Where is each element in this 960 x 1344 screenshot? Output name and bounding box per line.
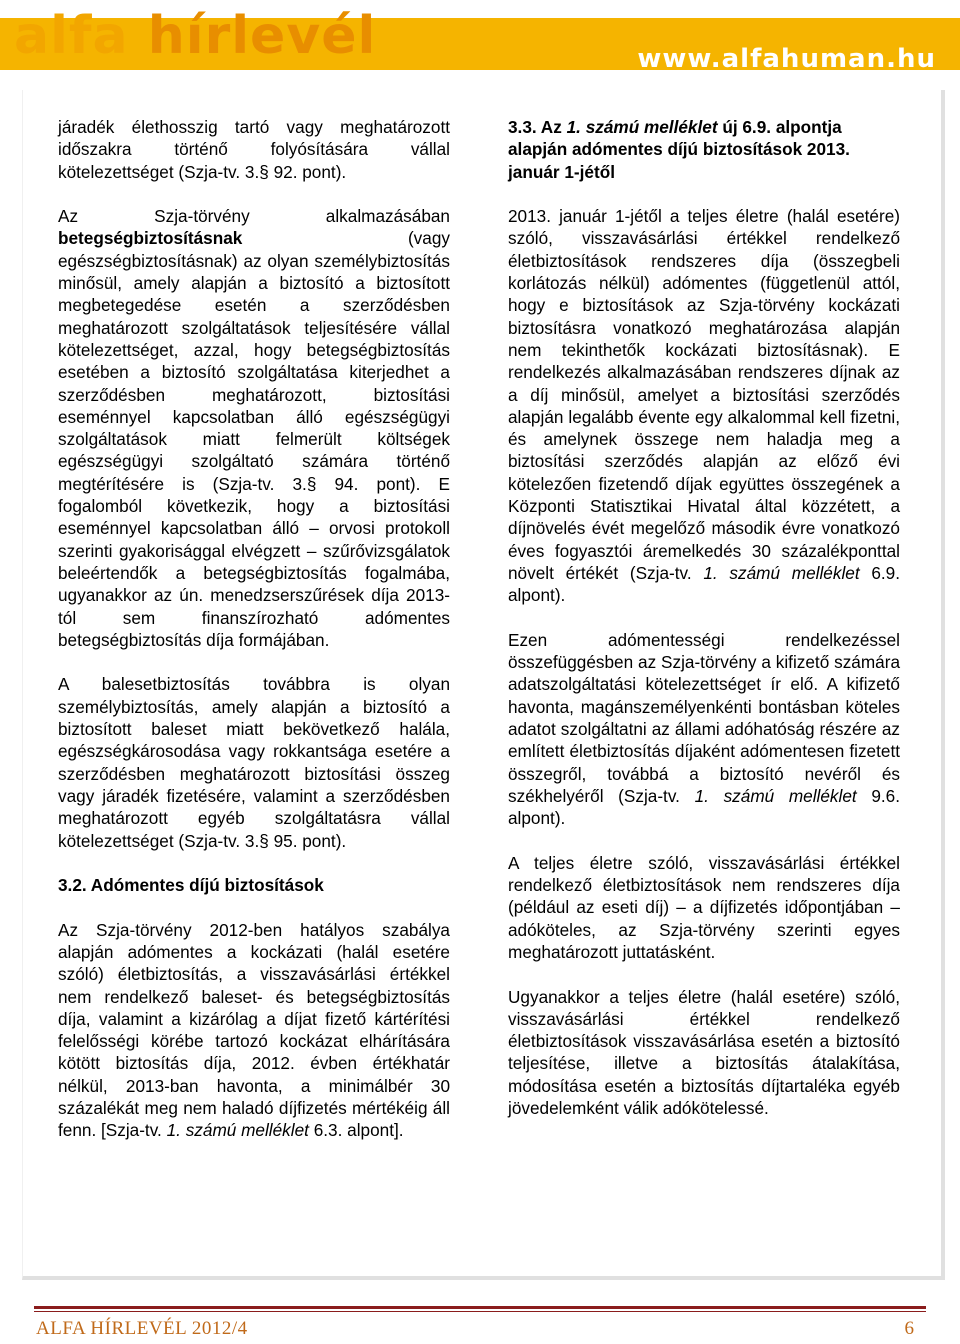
- paragraph-accident-insurance: A balesetbiztosítás továbbra is olyan személybiztosítás, amely alapján a biztosító a biztosított baleset miatt bekövetkező halála, egészségkárosodása vagy rokkantsága esetére a szerződésben meghatározott biztosítási összeg vagy járadék fizetésére, valamint a szerződésben meghatározott egyéb szolgáltatásra vállal kötelezettséget (Szja-tv. 3.§ 95. pont).: [58, 674, 450, 851]
- site-url[interactable]: www.alfahuman.hu: [637, 44, 936, 74]
- footer-issue-label: ALFA HÍRLEVÉL 2012/4: [36, 1318, 248, 1339]
- left-column: [58, 116, 450, 1164]
- section-heading-3-3: 3.3. Az 1. számú melléklet új 6.9. alpontja alapján adómentes díjú biztosítások 2013. január 1-jétől: [508, 117, 850, 182]
- logo-hirlevel: hírlevél: [128, 6, 377, 66]
- paragraph-surrender: Ugyanakkor a teljes életre (halál esetére) szóló, visszavásárlási értékkel rendelkező életbiztosítások visszavásárlása esetén a biztosító teljesítése, illetve a biztosítás átalakítása, módosítása esetén a biztosítás díjtartaléka egyéb jövedelemként válik adókötelessé.: [508, 986, 900, 1119]
- term-betegsegbiztositas: betegségbiztosításnak: [58, 228, 243, 249]
- footer-divider-thin: [34, 1311, 926, 1312]
- paragraph-non-regular-fee: A teljes életre szóló, visszavásárlási értékkel rendelkező életbiztosítások nem rendszeres díja (például az eseti díj) – a díjfizetés időpontjában – adóköteles, az Szja-törvény szerinti egyes meghatározott juttatásként.: [508, 852, 900, 962]
- paragraph-annuity: járadék élethosszig tartó vagy meghatározott időszakra történő folyósítására vállal kötelezettséget (Szja-tv. 3.§ 92. pont).: [58, 117, 450, 182]
- paragraph-whole-life: 2013. január 1-jétől a teljes életre (halál esetére) szóló, visszavásárlási értékkel rendelkező életbiztosítások rendszeres díja (összegbeli korlátozás nélkül) adómentes (függetlenül attól, hogy e biztosítások az Szja-törvény kockázati biztosításra vonatkozó meghatározása alapján nem tekinthetők kockázati biztosításnak). E rendelkezés alkalmazásában rendszeres díjnak az a díj minősül, amelyet a biztosítási szerződés alapján legalább évente egy alkalommal kell fizetni, és amelynek összege nem haladja meg a biztosítási szerződés alapján az előző évi kötelezően fizetendő díjak együttes összegének a Központi Statisztikai Hivatal által közzétett, a díjnövelés évét megelőző második évre vonatkozó éves fogyasztói áremelkedés 30 százalékponttal növelt értékét (Szja-tv. 1. számú melléklet 6.9. alpont).: [508, 206, 901, 606]
- paragraph-data-reporting: Ezen adómentességi rendelkezéssel összefüggésben az Szja-törvény a kifizető számára adatszolgáltatási kötelezettséget ír elő. A kifizető havonta, magánszemélyenkénti bontásban köteles adatot szolgáltatni az állami adóhatóság részére az említett életbiztosítás díjaként adómentesen fizetett összegről, továbbá a biztosító nevéről és székhelyéről (Szja-tv. 1. számú melléklet 9.6. alpont).: [508, 629, 900, 829]
- alfa-hirlevel-logo: [14, 6, 376, 66]
- page-number: 6: [904, 1318, 914, 1339]
- paragraph-tax-free-rule: Az Szja-törvény 2012-ben hatályos szabálya alapján adómentes a kockázati (halál esetére szóló) életbiztosítás, a visszavásárlási értékkel nem rendelkező baleset- és betegségbiztosítás díja, valamint a kizárólag a díjat fizető kártérítési felelősségi körébe tartozó kockázat elhárítására kötött biztosítás díja, 2012. évben értékhatár nélkül, 2013-ban havonta, a minimálbér 30 százalékát meg nem haladó díjfizetés mértékéig áll fenn. [Szja-tv. 1. számú melléklet 6.3. alpont].: [58, 919, 450, 1141]
- section-heading-3-2: 3.2. Adómentes díjú biztosítások: [58, 875, 324, 896]
- logo-alfa: alfa: [14, 6, 129, 66]
- footer-divider: [34, 1306, 926, 1309]
- paragraph-health-insurance: Az Szja-törvény alkalmazásában betegségbiztosításnak (vagy egészségbiztosításnak) az olyan személybiztosítás minősül, amely alapján a biztosító a biztosított megbetegedése esetén a szerződésben meghatározott szolgáltatások teljesítésére vállal kötelezettséget, azzal, hogy betegségbiztosítás esetében a biztosító szolgáltatása kiterjedhet a szerződésben meghatározott, biztosítási eseménnyel kapcsolatban álló egészségügyi szolgáltatások miatt felmerült költségek egészségügyi szolgáltató számára történő megtérítésére is (Szja-tv. 3.§ 94. pont). E fogalomból következik, hogy a biztosítási eseménnyel kapcsolatban álló – orvosi protokoll szerinti gyakorisággal elvégzett – szűrővizsgálatok beleértendők a betegségbiztosítás fogalmába, ugyanakkor az ún. menedzserszűrések díja 2013-tól sem finanszírozható adómentes betegségbiztosítás díja formájában.: [58, 206, 450, 650]
- page-header: [0, 0, 960, 82]
- right-column: [508, 116, 900, 1142]
